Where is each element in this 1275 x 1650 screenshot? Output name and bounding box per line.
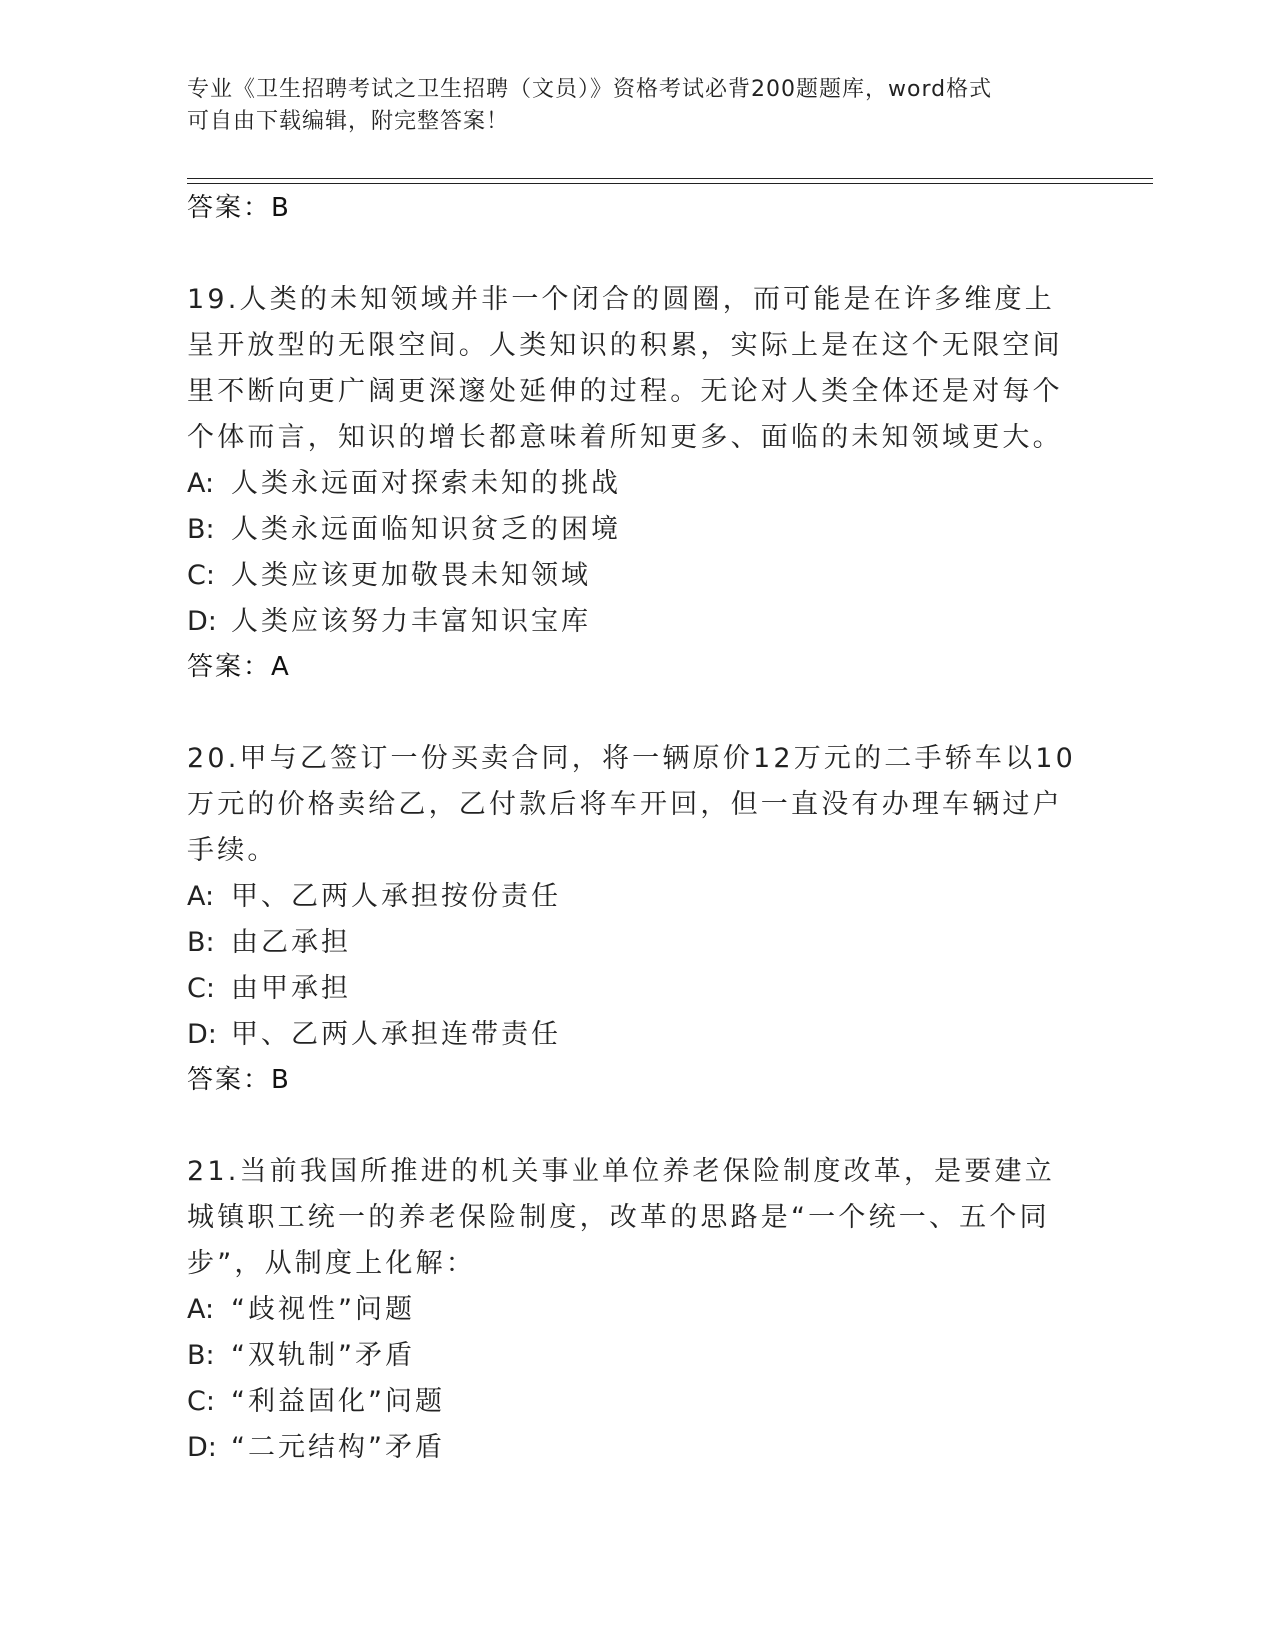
option-text: “歧视性”问题: [231, 1294, 415, 1325]
header-line-1: 专业《卫生招聘考试之卫生招聘（文员）》资格考试必背200题题库，word格式: [187, 77, 993, 102]
option-key: B:: [187, 927, 215, 958]
answer-line: [187, 645, 1087, 690]
option-text: 人类永远面对探索未知的挑战: [231, 468, 621, 499]
answer-label: 答案：: [187, 1065, 272, 1095]
question-stem: 21.当前我国所推进的机关事业单位养老保险制度改革，是要建立城镇职工统一的养老保险制度，改革的思路是“一个统一、五个同步”，从制度上化解：: [187, 1156, 1055, 1279]
answer-value: B: [271, 193, 289, 223]
option-a: [187, 461, 1087, 507]
question-gap: [187, 231, 1087, 277]
option-key: C:: [187, 560, 215, 591]
option-key: B:: [187, 514, 215, 545]
header-rule-bottom: [187, 183, 1153, 184]
option-key: A:: [187, 881, 215, 912]
option-text: “利益固化”问题: [231, 1386, 445, 1417]
option-b: [187, 920, 1087, 966]
answer-value: A: [271, 652, 289, 682]
answer-value: B: [271, 1065, 289, 1095]
question-stem: 19.人类的未知领域并非一个闭合的圆圈，而可能是在许多维度上呈开放型的无限空间。人类知识的积累，实际上是在这个无限空间里不断向更广阔更深邃处延伸的过程。无论对人类全体还是对每个个体而言，知识的增长都意味着所知更多、面临的未知领域更大。: [187, 284, 1063, 453]
option-d: [187, 1012, 1087, 1058]
option-a: [187, 874, 1087, 920]
answer-line: [187, 186, 1087, 231]
option-c: [187, 966, 1087, 1012]
question-19: [187, 277, 1087, 690]
option-text: 甲、乙两人承担连带责任: [231, 1019, 561, 1050]
option-a: [187, 1287, 1087, 1333]
header-line-2: 可自由下载编辑，附完整答案！: [187, 109, 510, 134]
option-text: 人类应该努力丰富知识宝库: [231, 606, 591, 637]
answer-line: [187, 1058, 1087, 1103]
question-gap: [187, 690, 1087, 736]
option-key: B:: [187, 1340, 215, 1371]
answer-label: 答案：: [187, 193, 272, 223]
option-d: [187, 1425, 1087, 1471]
option-key: C:: [187, 1386, 215, 1417]
option-key: D:: [187, 1019, 217, 1050]
option-text: 人类应该更加敬畏未知领域: [231, 560, 591, 591]
answer-label: 答案：: [187, 652, 272, 682]
option-c: [187, 1379, 1087, 1425]
option-text: 人类永远面临知识贫乏的困境: [231, 514, 621, 545]
option-key: A:: [187, 468, 215, 499]
header-rule-top: [187, 178, 1153, 179]
option-key: C:: [187, 973, 215, 1004]
option-key: A:: [187, 1294, 215, 1325]
question-gap: [187, 1103, 1087, 1149]
option-text: “二元结构”矛盾: [231, 1432, 445, 1463]
option-text: 由甲承担: [231, 973, 351, 1004]
option-d: [187, 599, 1087, 645]
option-c: [187, 553, 1087, 599]
option-key: D:: [187, 606, 217, 637]
question-20: [187, 736, 1087, 1103]
option-b: [187, 507, 1087, 553]
document-body: [187, 186, 1087, 1471]
option-text: 由乙承担: [231, 927, 351, 958]
option-text: 甲、乙两人承担按份责任: [231, 881, 561, 912]
question-stem: 20.甲与乙签订一份买卖合同，将一辆原价12万元的二手轿车以10万元的价格卖给乙，乙付款后将车开回，但一直没有办理车辆过户手续。: [187, 743, 1077, 866]
option-text: “双轨制”矛盾: [231, 1340, 415, 1371]
document-header: [187, 74, 1067, 138]
option-key: D:: [187, 1432, 217, 1463]
question-21: [187, 1149, 1087, 1471]
option-b: [187, 1333, 1087, 1379]
